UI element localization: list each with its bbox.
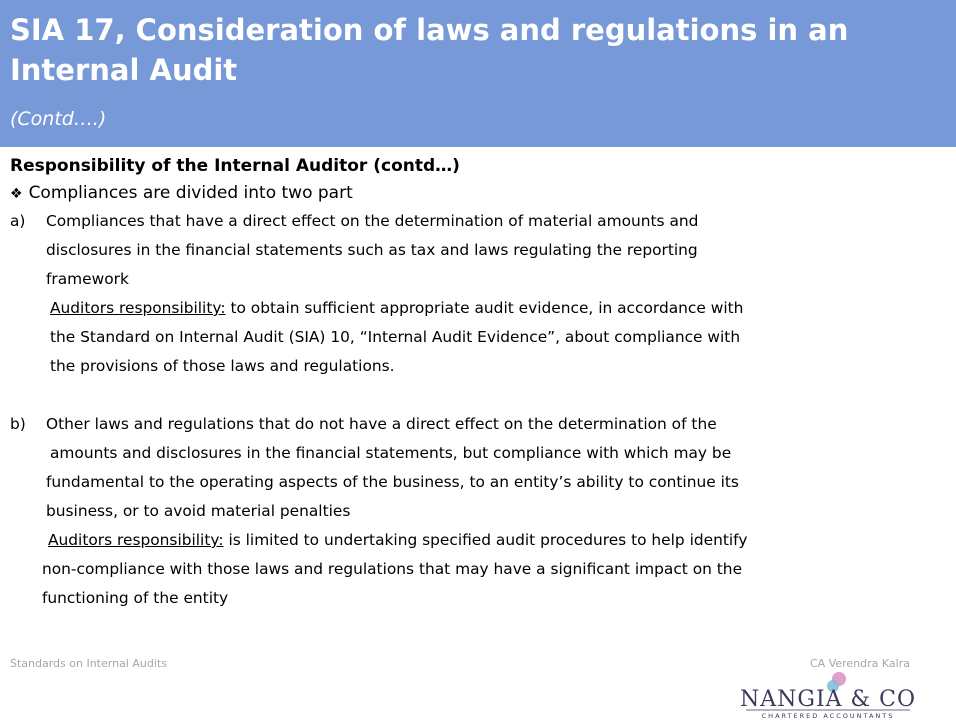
item-a-text: framework	[46, 270, 129, 288]
item-b-line-3	[10, 468, 945, 497]
item-b-resp-text: functioning of the entity	[42, 589, 229, 607]
spacer	[10, 381, 945, 410]
logo-name: NANGIA & CO	[740, 687, 916, 712]
bullet-point	[10, 181, 945, 207]
slide-subtitle: (Contd….)	[10, 108, 107, 130]
item-a-resp-text: to obtain sufficient appropriate audit evidence, in accordance with	[230, 299, 744, 317]
auditors-responsibility-label: Auditors responsibility:	[50, 299, 226, 317]
section-heading: Responsibility of the Internal Auditor (contd…)	[10, 156, 460, 176]
logo-tagline: CHARTERED ACCOUNTANTS	[761, 712, 895, 720]
item-b-resp-line-2	[10, 555, 945, 584]
item-a-resp-text: the provisions of those laws and regulations.	[50, 357, 395, 375]
item-a-resp-line-3	[10, 352, 945, 381]
item-b-text: Other laws and regulations that do not have a direct effect on the determination of the	[46, 415, 717, 433]
item-a-resp-line-1	[10, 294, 945, 323]
item-b-text: fundamental to the operating aspects of the business, to an entity’s ability to continue its	[46, 473, 739, 491]
footer-left-text: Standards on Internal Audits	[10, 657, 167, 670]
item-b-resp-text: non-compliance with those laws and regulations that may have a significant impact on the	[42, 560, 743, 578]
title-band	[0, 0, 956, 147]
item-a-resp-line-2	[10, 323, 945, 352]
item-a-line-2	[10, 236, 945, 265]
item-a-line-1	[10, 207, 945, 236]
item-a-text: Compliances that have a direct effect on the determination of material amounts and	[46, 212, 699, 230]
item-b-line-2	[10, 439, 945, 468]
slide-title: SIA 17, Consideration of laws and regulations in an Internal Audit	[10, 13, 849, 87]
item-b-line-4	[10, 497, 945, 526]
bullet-text: Compliances are divided into two part	[28, 183, 353, 203]
item-b-text: business, or to avoid material penalties	[46, 502, 351, 520]
nangia-logo	[728, 668, 928, 720]
item-b-line-1	[10, 410, 945, 439]
item-b-resp-line-1	[10, 526, 945, 555]
item-b-resp-line-3	[10, 584, 945, 613]
item-a-text: disclosures in the financial statements such as tax and laws regulating the reporting	[46, 241, 698, 259]
auditors-responsibility-label: Auditors responsibility:	[48, 531, 224, 549]
item-b-text: amounts and disclosures in the financial statements, but compliance with which may be	[50, 444, 732, 462]
item-a-marker: a)	[10, 212, 26, 230]
slide-body	[10, 153, 945, 613]
item-a-line-3	[10, 265, 945, 294]
item-b-marker: b)	[10, 415, 26, 433]
item-a-resp-text: the Standard on Internal Audit (SIA) 10, “Internal Audit Evidence”, about compliance with	[50, 328, 741, 346]
footer-right-text: CA Verendra Kalra	[810, 657, 910, 670]
item-b-resp-text: is limited to undertaking specified audit procedures to help identify	[228, 531, 748, 549]
diamond-bullet-icon: ❖	[10, 186, 23, 202]
